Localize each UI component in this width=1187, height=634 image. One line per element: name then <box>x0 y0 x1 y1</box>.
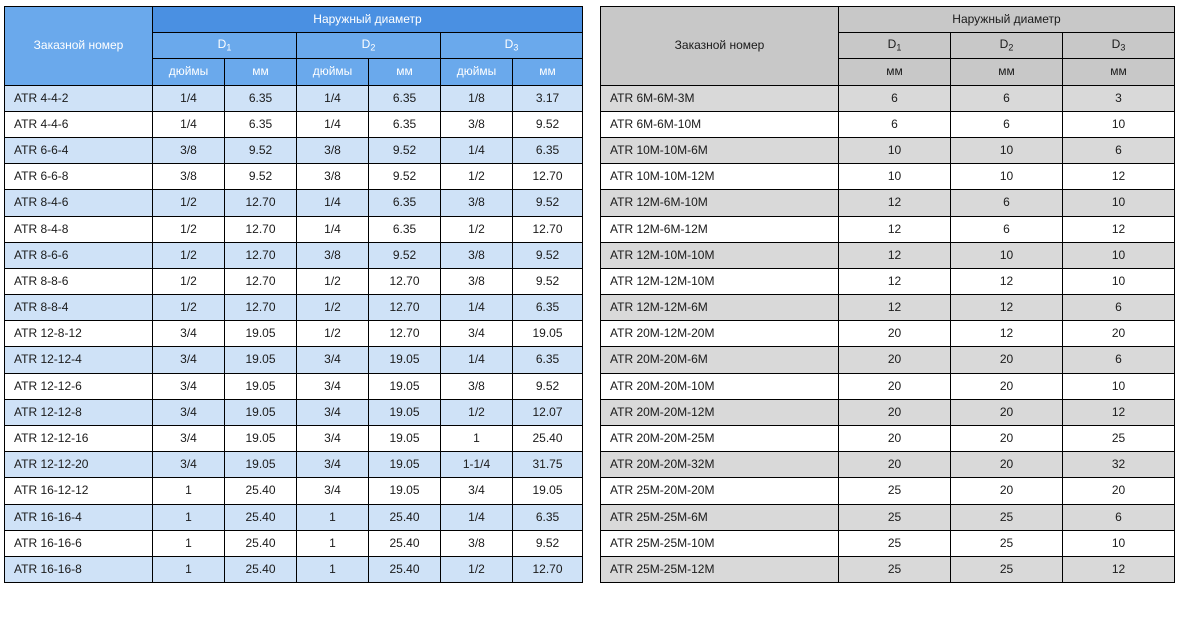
cell-d2-mm: 19.05 <box>369 347 441 373</box>
cell-d2-in: 1/2 <box>297 295 369 321</box>
cell-d2-mm: 19.05 <box>369 478 441 504</box>
cell-d2-mm: 25.40 <box>369 530 441 556</box>
cell-d3: 6 <box>1063 295 1175 321</box>
cell-d1-in: 1 <box>153 504 225 530</box>
cell-d2-in: 1/4 <box>297 216 369 242</box>
cell-d1: 20 <box>839 452 951 478</box>
cell-d3: 10 <box>1063 530 1175 556</box>
cell-d1-in: 1/2 <box>153 295 225 321</box>
header-d2 <box>951 33 1063 59</box>
cell-d2-mm: 9.52 <box>369 164 441 190</box>
cell-d1-mm: 25.40 <box>225 556 297 582</box>
cell-d3-in: 1/4 <box>441 295 513 321</box>
cell-d1: 25 <box>839 556 951 582</box>
table-row <box>5 452 583 478</box>
cell-d1: 10 <box>839 164 951 190</box>
cell-d1-in: 1/4 <box>153 111 225 137</box>
cell-d1-in: 1/2 <box>153 190 225 216</box>
table-row <box>601 347 1175 373</box>
cell-d1-mm: 9.52 <box>225 164 297 190</box>
cell-d2-mm: 19.05 <box>369 399 441 425</box>
cell-d3-mm: 6.35 <box>513 504 583 530</box>
cell-d3-in: 1/4 <box>441 504 513 530</box>
cell-order-number: ATR 10M-10M-12M <box>601 164 839 190</box>
cell-d1-in: 3/4 <box>153 321 225 347</box>
cell-d3-in: 3/8 <box>441 242 513 268</box>
cell-d3: 25 <box>1063 426 1175 452</box>
table-row <box>601 268 1175 294</box>
header-d2-label: D <box>361 37 371 52</box>
cell-d2: 20 <box>951 426 1063 452</box>
inch-spec-table <box>4 6 583 583</box>
cell-d2-in: 3/4 <box>297 399 369 425</box>
cell-order-number: ATR 16-12-12 <box>5 478 153 504</box>
cell-d1-in: 3/4 <box>153 399 225 425</box>
cell-d2-mm: 25.40 <box>369 504 441 530</box>
table-row <box>601 530 1175 556</box>
cell-d2-in: 3/4 <box>297 478 369 504</box>
header-d2 <box>297 33 441 59</box>
cell-d3: 3 <box>1063 85 1175 111</box>
header-d2-subscript: 2 <box>1008 42 1014 53</box>
cell-d2: 10 <box>951 242 1063 268</box>
cell-d1-in: 3/8 <box>153 137 225 163</box>
cell-d1-mm: 12.70 <box>225 268 297 294</box>
table-row <box>5 137 583 163</box>
table-row <box>5 268 583 294</box>
cell-d1-in: 1/2 <box>153 242 225 268</box>
cell-d2: 20 <box>951 399 1063 425</box>
header-d3-inch: дюймы <box>441 59 513 85</box>
cell-d1-mm: 19.05 <box>225 373 297 399</box>
cell-d3: 10 <box>1063 242 1175 268</box>
cell-d3-mm: 12.70 <box>513 164 583 190</box>
cell-d1-mm: 19.05 <box>225 321 297 347</box>
cell-d3: 10 <box>1063 111 1175 137</box>
cell-d2-in: 1/2 <box>297 268 369 294</box>
cell-d2: 20 <box>951 347 1063 373</box>
table-row <box>5 111 583 137</box>
cell-d3-in: 1-1/4 <box>441 452 513 478</box>
table-row <box>5 373 583 399</box>
table-row <box>601 556 1175 582</box>
cell-order-number: ATR 4-4-2 <box>5 85 153 111</box>
cell-order-number: ATR 12M-10M-10M <box>601 242 839 268</box>
cell-d1-mm: 12.70 <box>225 216 297 242</box>
table-row <box>5 216 583 242</box>
header-d1-label: D <box>887 37 897 52</box>
cell-order-number: ATR 12M-6M-12M <box>601 216 839 242</box>
header-d3-mm: мм <box>513 59 583 85</box>
cell-d2: 6 <box>951 111 1063 137</box>
table-row <box>5 164 583 190</box>
header-order-number: Заказной номер <box>601 7 839 86</box>
inch-spec-table-container <box>4 6 582 634</box>
header-d1-mm: мм <box>225 59 297 85</box>
inch-table-head <box>5 7 583 86</box>
metric-spec-table-container <box>600 6 1174 634</box>
cell-d2-mm: 19.05 <box>369 452 441 478</box>
table-row <box>601 478 1175 504</box>
cell-d1: 20 <box>839 321 951 347</box>
cell-d1-mm: 19.05 <box>225 452 297 478</box>
table-row <box>5 478 583 504</box>
cell-d1: 12 <box>839 295 951 321</box>
cell-d2-in: 3/4 <box>297 347 369 373</box>
cell-order-number: ATR 12M-6M-10M <box>601 190 839 216</box>
cell-d3: 12 <box>1063 216 1175 242</box>
table-row <box>601 164 1175 190</box>
cell-order-number: ATR 8-6-6 <box>5 242 153 268</box>
header-d1 <box>153 33 297 59</box>
table-row <box>5 85 583 111</box>
cell-order-number: ATR 6-6-8 <box>5 164 153 190</box>
cell-d2-mm: 12.70 <box>369 321 441 347</box>
cell-order-number: ATR 12-12-20 <box>5 452 153 478</box>
header-d3-label: D <box>504 37 514 52</box>
cell-d1-in: 1/2 <box>153 268 225 294</box>
header-d3-subscript: 3 <box>1120 42 1126 53</box>
cell-d2-in: 1/4 <box>297 85 369 111</box>
cell-d1-in: 1 <box>153 478 225 504</box>
table-row <box>601 111 1175 137</box>
header-d1-subscript: 1 <box>226 42 232 53</box>
cell-d1-mm: 12.70 <box>225 242 297 268</box>
cell-d2: 20 <box>951 373 1063 399</box>
cell-order-number: ATR 12-12-8 <box>5 399 153 425</box>
cell-d3-in: 1/2 <box>441 399 513 425</box>
table-row <box>5 190 583 216</box>
cell-order-number: ATR 8-8-6 <box>5 268 153 294</box>
cell-order-number: ATR 10M-10M-6M <box>601 137 839 163</box>
cell-d3: 10 <box>1063 190 1175 216</box>
table-row <box>5 295 583 321</box>
header-d3 <box>1063 33 1175 59</box>
cell-order-number: ATR 16-16-4 <box>5 504 153 530</box>
header-d2-subscript: 2 <box>370 42 376 53</box>
cell-order-number: ATR 6-6-4 <box>5 137 153 163</box>
cell-order-number: ATR 12-8-12 <box>5 321 153 347</box>
cell-d3-mm: 6.35 <box>513 295 583 321</box>
cell-order-number: ATR 12-12-4 <box>5 347 153 373</box>
header-d3 <box>441 33 583 59</box>
cell-order-number: ATR 25M-25M-6M <box>601 504 839 530</box>
cell-d2-in: 3/4 <box>297 426 369 452</box>
cell-d3-in: 1/4 <box>441 137 513 163</box>
cell-d2-mm: 12.70 <box>369 268 441 294</box>
cell-order-number: ATR 20M-20M-10M <box>601 373 839 399</box>
cell-d1-mm: 25.40 <box>225 478 297 504</box>
cell-d2-mm: 6.35 <box>369 216 441 242</box>
cell-d2: 12 <box>951 295 1063 321</box>
cell-d2: 6 <box>951 85 1063 111</box>
cell-d3: 6 <box>1063 137 1175 163</box>
table-row <box>5 556 583 582</box>
cell-order-number: ATR 12M-12M-6M <box>601 295 839 321</box>
cell-d2-mm: 19.05 <box>369 373 441 399</box>
cell-order-number: ATR 12M-12M-10M <box>601 268 839 294</box>
header-d3-mm: мм <box>1063 59 1175 85</box>
cell-order-number: ATR 16-16-8 <box>5 556 153 582</box>
cell-d1: 12 <box>839 190 951 216</box>
table-row <box>5 504 583 530</box>
cell-d1-mm: 12.70 <box>225 295 297 321</box>
header-d2-mm: мм <box>369 59 441 85</box>
header-d2-mm: мм <box>951 59 1063 85</box>
cell-d1-in: 3/4 <box>153 347 225 373</box>
cell-d3-mm: 19.05 <box>513 478 583 504</box>
cell-d2: 20 <box>951 452 1063 478</box>
cell-d1-in: 3/4 <box>153 426 225 452</box>
header-d2-inch: дюймы <box>297 59 369 85</box>
table-row <box>5 347 583 373</box>
header-d3-label: D <box>1111 37 1121 52</box>
header-d2-label: D <box>999 37 1009 52</box>
cell-order-number: ATR 20M-20M-6M <box>601 347 839 373</box>
cell-d3-in: 1/2 <box>441 216 513 242</box>
cell-d1-mm: 19.05 <box>225 399 297 425</box>
cell-order-number: ATR 8-8-4 <box>5 295 153 321</box>
header-outer-diameter: Наружный диаметр <box>153 7 583 33</box>
cell-d3-mm: 9.52 <box>513 373 583 399</box>
cell-d1-in: 3/8 <box>153 164 225 190</box>
cell-d2: 25 <box>951 530 1063 556</box>
header-d1-mm: мм <box>839 59 951 85</box>
cell-d1: 20 <box>839 399 951 425</box>
cell-d1-mm: 9.52 <box>225 137 297 163</box>
cell-d3: 20 <box>1063 478 1175 504</box>
cell-d2: 25 <box>951 556 1063 582</box>
cell-d3-in: 3/8 <box>441 530 513 556</box>
table-row <box>601 295 1175 321</box>
cell-d1-mm: 25.40 <box>225 504 297 530</box>
cell-d2-mm: 12.70 <box>369 295 441 321</box>
cell-d3-mm: 12.70 <box>513 216 583 242</box>
cell-d1: 25 <box>839 478 951 504</box>
header-d1-label: D <box>217 37 227 52</box>
cell-d1: 12 <box>839 216 951 242</box>
cell-d3-in: 1/4 <box>441 347 513 373</box>
cell-d3-in: 3/4 <box>441 478 513 504</box>
cell-d1: 25 <box>839 530 951 556</box>
cell-d3-mm: 3.17 <box>513 85 583 111</box>
cell-d3-mm: 31.75 <box>513 452 583 478</box>
cell-d3: 32 <box>1063 452 1175 478</box>
cell-d2-in: 1/4 <box>297 190 369 216</box>
table-row <box>5 530 583 556</box>
cell-d2-in: 3/8 <box>297 242 369 268</box>
inch-table-body <box>5 85 583 583</box>
cell-d3-mm: 12.70 <box>513 556 583 582</box>
cell-d1-mm: 19.05 <box>225 347 297 373</box>
cell-order-number: ATR 8-4-8 <box>5 216 153 242</box>
cell-order-number: ATR 16-16-6 <box>5 530 153 556</box>
cell-d2: 12 <box>951 321 1063 347</box>
cell-d1: 20 <box>839 426 951 452</box>
cell-d1: 20 <box>839 373 951 399</box>
cell-d2: 25 <box>951 504 1063 530</box>
table-row <box>601 216 1175 242</box>
cell-order-number: ATR 6M-6M-10M <box>601 111 839 137</box>
cell-d2-mm: 6.35 <box>369 111 441 137</box>
cell-d1-mm: 6.35 <box>225 111 297 137</box>
cell-d2-in: 1 <box>297 504 369 530</box>
table-row <box>601 85 1175 111</box>
cell-order-number: ATR 12-12-6 <box>5 373 153 399</box>
cell-order-number: ATR 6M-6M-3M <box>601 85 839 111</box>
metric-table-head <box>601 7 1175 86</box>
cell-d3-in: 3/8 <box>441 268 513 294</box>
header-d3-subscript: 3 <box>513 42 519 53</box>
cell-d3-mm: 9.52 <box>513 190 583 216</box>
table-row <box>601 137 1175 163</box>
header-order-number: Заказной номер <box>5 7 153 86</box>
metric-spec-table <box>600 6 1175 583</box>
cell-d3: 12 <box>1063 399 1175 425</box>
cell-d3-in: 3/8 <box>441 373 513 399</box>
table-row <box>601 242 1175 268</box>
cell-d3-in: 3/8 <box>441 111 513 137</box>
cell-order-number: ATR 25M-20M-20M <box>601 478 839 504</box>
cell-d2-in: 3/4 <box>297 452 369 478</box>
cell-d3: 10 <box>1063 373 1175 399</box>
cell-order-number: ATR 20M-20M-32M <box>601 452 839 478</box>
header-d1 <box>839 33 951 59</box>
cell-d1-mm: 12.70 <box>225 190 297 216</box>
table-row <box>601 504 1175 530</box>
cell-d3-mm: 19.05 <box>513 321 583 347</box>
cell-d3-in: 1 <box>441 426 513 452</box>
metric-table-body <box>601 85 1175 583</box>
cell-d3: 6 <box>1063 347 1175 373</box>
cell-d3-mm: 9.52 <box>513 111 583 137</box>
header-d1-inch: дюймы <box>153 59 225 85</box>
table-row <box>5 399 583 425</box>
cell-d3: 6 <box>1063 504 1175 530</box>
cell-d3-in: 1/2 <box>441 556 513 582</box>
cell-d3-mm: 9.52 <box>513 242 583 268</box>
table-row <box>601 321 1175 347</box>
cell-order-number: ATR 25M-25M-12M <box>601 556 839 582</box>
cell-d1: 12 <box>839 242 951 268</box>
cell-d2-in: 3/4 <box>297 373 369 399</box>
cell-d2: 10 <box>951 164 1063 190</box>
cell-d3-mm: 9.52 <box>513 268 583 294</box>
cell-d3: 20 <box>1063 321 1175 347</box>
cell-d3-in: 3/4 <box>441 321 513 347</box>
cell-order-number: ATR 8-4-6 <box>5 190 153 216</box>
table-row <box>601 426 1175 452</box>
table-row <box>5 321 583 347</box>
cell-d3-in: 1/8 <box>441 85 513 111</box>
cell-d2: 20 <box>951 478 1063 504</box>
cell-d2-in: 1/4 <box>297 111 369 137</box>
cell-d2-mm: 25.40 <box>369 556 441 582</box>
cell-d2-mm: 6.35 <box>369 190 441 216</box>
table-row <box>601 190 1175 216</box>
cell-d3-in: 3/8 <box>441 190 513 216</box>
table-row <box>601 373 1175 399</box>
cell-d2-in: 1 <box>297 556 369 582</box>
header-d1-subscript: 1 <box>896 42 902 53</box>
cell-d3: 12 <box>1063 164 1175 190</box>
cell-d2-mm: 9.52 <box>369 137 441 163</box>
cell-d1-mm: 6.35 <box>225 85 297 111</box>
cell-d3-mm: 6.35 <box>513 137 583 163</box>
cell-d3: 12 <box>1063 556 1175 582</box>
table-row <box>601 399 1175 425</box>
cell-d2: 10 <box>951 137 1063 163</box>
cell-d3-in: 1/2 <box>441 164 513 190</box>
cell-order-number: ATR 12-12-16 <box>5 426 153 452</box>
table-row <box>601 452 1175 478</box>
cell-order-number: ATR 20M-20M-12M <box>601 399 839 425</box>
cell-d2-in: 1/2 <box>297 321 369 347</box>
cell-d2: 6 <box>951 216 1063 242</box>
cell-d1-in: 3/4 <box>153 373 225 399</box>
cell-d2: 12 <box>951 268 1063 294</box>
cell-order-number: ATR 25M-25M-10M <box>601 530 839 556</box>
cell-d2-mm: 9.52 <box>369 242 441 268</box>
cell-d2-in: 3/8 <box>297 164 369 190</box>
header-row-1 <box>5 7 583 33</box>
cell-d1-in: 1/2 <box>153 216 225 242</box>
cell-d2-in: 1 <box>297 530 369 556</box>
cell-d1: 6 <box>839 111 951 137</box>
cell-d1: 20 <box>839 347 951 373</box>
cell-order-number: ATR 20M-20M-25M <box>601 426 839 452</box>
cell-d1: 10 <box>839 137 951 163</box>
cell-order-number: ATR 20M-12M-20M <box>601 321 839 347</box>
cell-d2-mm: 19.05 <box>369 426 441 452</box>
header-row-1 <box>601 7 1175 33</box>
cell-d1-mm: 19.05 <box>225 426 297 452</box>
cell-d1: 6 <box>839 85 951 111</box>
table-row <box>5 242 583 268</box>
cell-d2-in: 3/8 <box>297 137 369 163</box>
cell-d1-in: 1 <box>153 556 225 582</box>
cell-d3-mm: 6.35 <box>513 347 583 373</box>
cell-d3: 10 <box>1063 268 1175 294</box>
cell-d2-mm: 6.35 <box>369 85 441 111</box>
cell-d2: 6 <box>951 190 1063 216</box>
cell-d1: 12 <box>839 268 951 294</box>
cell-d1: 25 <box>839 504 951 530</box>
cell-d3-mm: 9.52 <box>513 530 583 556</box>
cell-d1-in: 1/4 <box>153 85 225 111</box>
cell-d1-in: 1 <box>153 530 225 556</box>
header-outer-diameter: Наружный диаметр <box>839 7 1175 33</box>
cell-d3-mm: 25.40 <box>513 426 583 452</box>
cell-order-number: ATR 4-4-6 <box>5 111 153 137</box>
cell-d1-in: 3/4 <box>153 452 225 478</box>
cell-d3-mm: 12.07 <box>513 399 583 425</box>
cell-d1-mm: 25.40 <box>225 530 297 556</box>
table-row <box>5 426 583 452</box>
